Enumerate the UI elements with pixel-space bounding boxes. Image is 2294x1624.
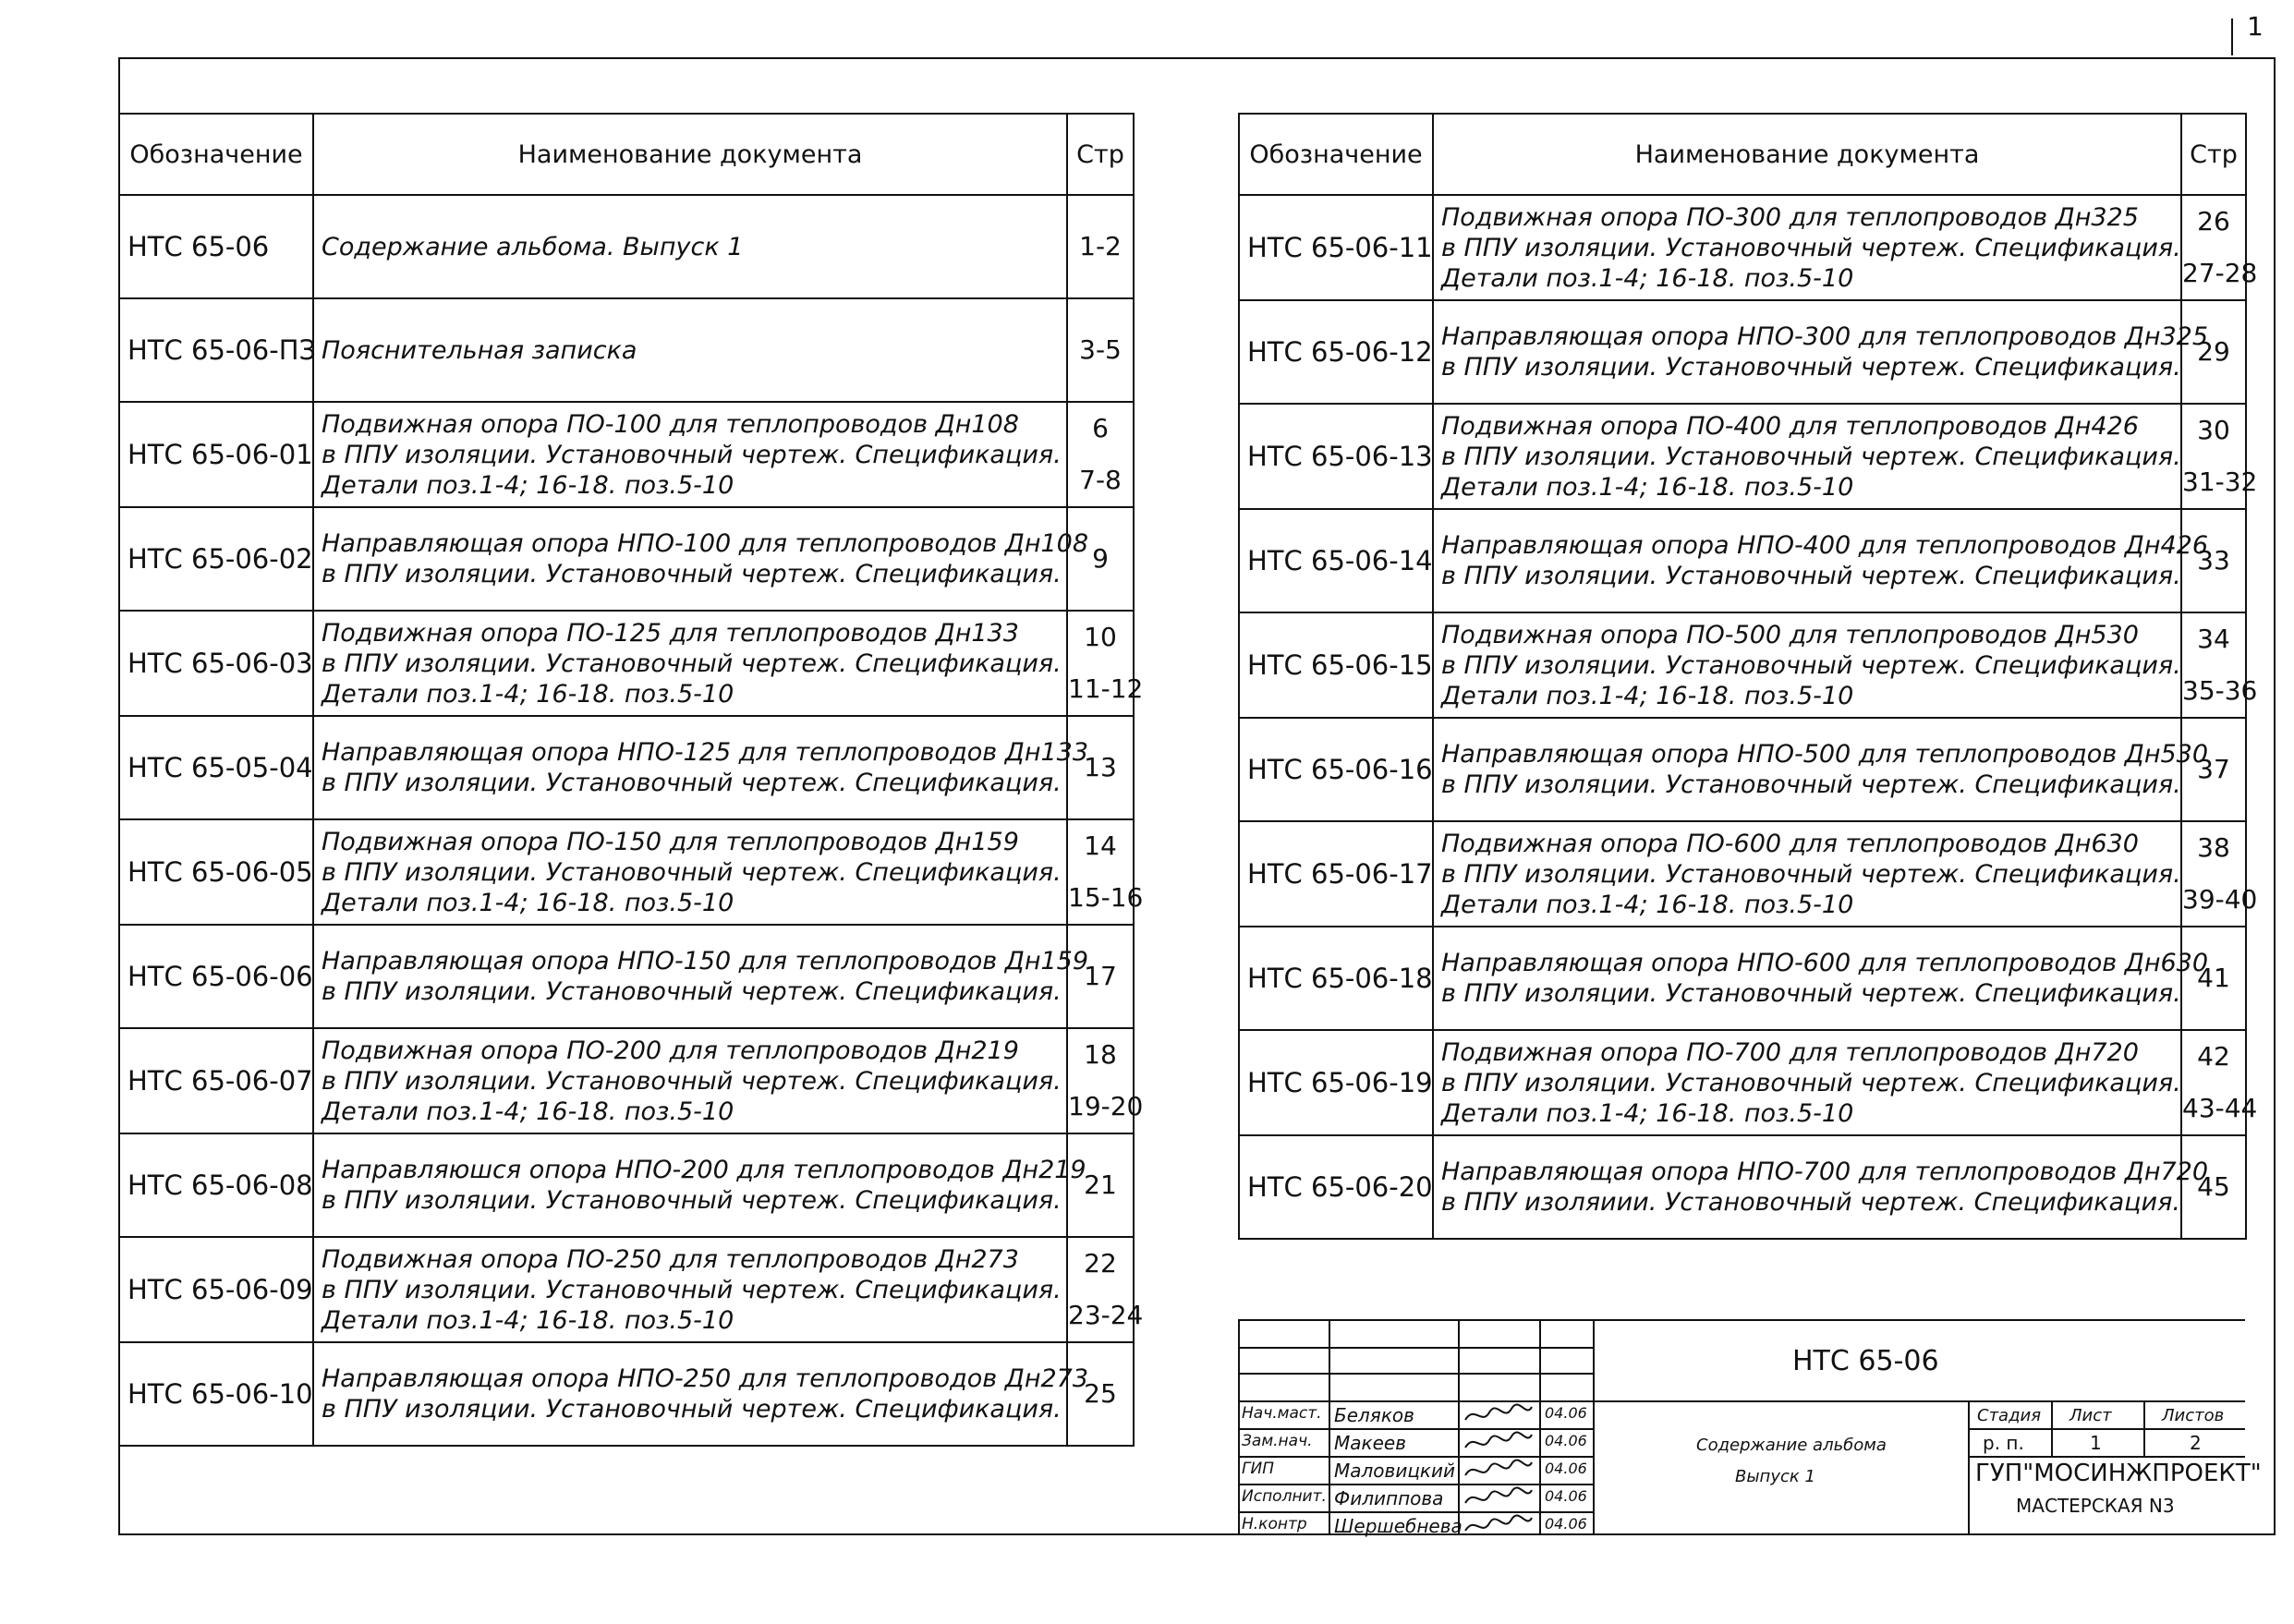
document-name-line: Направляющая опора НПО-500 для теплопроводов Дн530 bbox=[1441, 740, 2209, 769]
document-code: НТС 65-06-20 bbox=[1239, 1135, 1433, 1239]
document-name-line: Детали поз.1-4; 16-18. поз.5-10 bbox=[322, 888, 734, 917]
document-name-line: в ППУ изоляции. Установочный чертеж. Спецификация. bbox=[1441, 979, 2181, 1008]
document-name-line: Детали поз.1-4; 16-18. поз.5-10 bbox=[1441, 890, 1854, 919]
table-row bbox=[119, 1133, 1134, 1237]
page-range: 10 bbox=[1084, 622, 1117, 652]
table-row bbox=[119, 1028, 1134, 1133]
document-code: НТС 65-06-05 bbox=[119, 819, 313, 925]
document-name bbox=[1433, 509, 2209, 612]
signature-date: 04.06 bbox=[1545, 1460, 1587, 1477]
document-code: НТС 65-06-11 bbox=[1239, 195, 1433, 300]
document-pages bbox=[2181, 404, 2258, 509]
table-row bbox=[1239, 404, 2246, 509]
signature-name: Маловицкий bbox=[1334, 1460, 1456, 1482]
page-range: 38 bbox=[2197, 832, 2230, 863]
page-range: 35-36 bbox=[2182, 675, 2258, 706]
header-name: Наименование документа bbox=[313, 114, 1067, 195]
document-name-line: Направляюшся опора НПО-200 для теплопроводов Дн219 bbox=[322, 1156, 1086, 1184]
signature-date: 04.06 bbox=[1545, 1404, 1587, 1422]
document-name-line: Детали поз.1-4; 16-18. поз.5-10 bbox=[322, 1097, 734, 1126]
document-name bbox=[1433, 927, 2209, 1030]
document-code: НТС 65-06-09 bbox=[119, 1237, 313, 1342]
document-name-line: в ППУ изоляиии. Установочный чертеж. Спецификация. bbox=[1441, 1188, 2180, 1217]
document-name-line: в ППУ изоляции. Установочный чертеж. Спецификация. bbox=[322, 1395, 1062, 1424]
signature-name: Беляков bbox=[1334, 1404, 1414, 1426]
document-code: НТС 65-06-15 bbox=[1239, 612, 1433, 718]
document-name-line: в ППУ изоляции. Установочный чертеж. Спецификация. bbox=[322, 648, 1062, 678]
document-name bbox=[313, 298, 1067, 402]
document-code: НТС 65-06 bbox=[119, 195, 313, 298]
sheet-title-line-2: Выпуск 1 bbox=[1735, 1467, 1815, 1486]
page-range: 14 bbox=[1084, 830, 1117, 861]
sheet-label: Лист bbox=[2069, 1406, 2112, 1425]
page-range: 11-12 bbox=[1068, 673, 1144, 704]
page-range: 29 bbox=[2197, 336, 2230, 367]
handwritten-signature bbox=[1462, 1485, 1535, 1510]
document-name-line: Направляющая опора НПО-600 для теплопроводов Дн630 bbox=[1441, 949, 2209, 977]
document-code: НТС 65-06-14 bbox=[1239, 509, 1433, 612]
table-row bbox=[119, 402, 1134, 507]
table-row bbox=[1239, 821, 2246, 927]
document-name-line: в ППУ изоляции. Установочный чертеж. Спецификация. bbox=[1441, 233, 2181, 262]
document-name-line: Подвижная опора ПО-125 для теплопроводов Дн133 bbox=[322, 618, 1019, 648]
document-name bbox=[313, 819, 1067, 925]
signature-role: Н.контр bbox=[1242, 1515, 1307, 1533]
document-name-line: Подвижная опора ПО-500 для теплопроводов Дн530 bbox=[1441, 620, 2139, 649]
document-name bbox=[1433, 195, 2181, 300]
table-row bbox=[119, 819, 1134, 925]
page-range: 1-2 bbox=[1079, 231, 1122, 261]
document-name-line: Детали поз.1-4; 16-18. поз.5-10 bbox=[1441, 1098, 1854, 1128]
document-name-line: в ППУ изоляции. Установочный чертеж. Спецификация. bbox=[322, 1186, 1062, 1215]
document-name-line: Подвижная опора ПО-600 для теплопроводов Дн630 bbox=[1441, 829, 2139, 858]
corner-divider bbox=[2231, 18, 2233, 55]
document-name-line: Направляющая опора НПО-150 для теплопроводов Дн159 bbox=[322, 947, 1089, 976]
document-name-line: Детали поз.1-4; 16-18. поз.5-10 bbox=[1441, 472, 1854, 502]
page-range: 22 bbox=[1084, 1248, 1117, 1279]
document-code: НТС 65-06-17 bbox=[1239, 821, 1433, 927]
document-code: НТС 65-06-16 bbox=[1239, 718, 1433, 821]
page-range: 18 bbox=[1084, 1039, 1117, 1070]
document-code: НТС 65-05-04 bbox=[119, 716, 313, 819]
document-name-line: Направляющая опора НПО-300 для теплопроводов Дн325 bbox=[1441, 322, 2209, 351]
document-pages bbox=[1067, 1237, 1144, 1342]
document-name-line: в ППУ изоляции. Установочный чертеж. Спецификация. bbox=[322, 977, 1062, 1006]
header-code: Обозначение bbox=[119, 114, 313, 195]
header-name: Наименование документа bbox=[1433, 114, 2181, 195]
signature-role: ГИП bbox=[1242, 1460, 1274, 1478]
document-name-line: Детали поз.1-4; 16-18. поз.5-10 bbox=[322, 1305, 734, 1335]
document-pages bbox=[1067, 925, 1134, 1028]
document-code: НТС 65-06-03 bbox=[119, 611, 313, 716]
document-pages bbox=[1067, 1133, 1134, 1237]
document-name bbox=[1433, 1135, 2209, 1239]
contents-table-right bbox=[1238, 113, 2258, 1240]
sheet-title-line-1: Содержание альбома bbox=[1696, 1436, 1887, 1455]
stage-value: р. п. bbox=[1983, 1432, 2024, 1454]
signature-date: 04.06 bbox=[1545, 1515, 1587, 1533]
signature-role: Зам.нач. bbox=[1242, 1432, 1313, 1450]
page-range: 41 bbox=[2197, 963, 2230, 993]
document-name-line: Пояснительная записка bbox=[322, 335, 637, 365]
page-range: 21 bbox=[1084, 1170, 1117, 1200]
document-code: НТС 65-06-06 bbox=[119, 925, 313, 1028]
page-range: 23-24 bbox=[1068, 1300, 1144, 1330]
page-range: 37 bbox=[2197, 754, 2230, 784]
title-block bbox=[1238, 1319, 2262, 1537]
page-range: 6 bbox=[1092, 413, 1109, 443]
document-pages bbox=[1067, 507, 1134, 611]
page-range: 33 bbox=[2197, 545, 2230, 576]
document-name-line: Детали поз.1-4; 16-18. поз.5-10 bbox=[1441, 263, 1854, 293]
page-range: 42 bbox=[2197, 1041, 2230, 1072]
document-name-line: Направляющая опора НПО-250 для теплопроводов Дн273 bbox=[322, 1364, 1089, 1393]
document-name-line: Подвижная опора ПО-300 для теплопроводов Дн325 bbox=[1441, 202, 2139, 232]
document-name bbox=[1433, 1030, 2181, 1135]
document-pages bbox=[1067, 1028, 1144, 1133]
document-pages bbox=[1067, 819, 1144, 925]
sheets-value: 2 bbox=[2190, 1432, 2202, 1454]
table-row bbox=[1239, 1135, 2246, 1239]
document-pages bbox=[1067, 716, 1134, 819]
handwritten-signature bbox=[1462, 1457, 1535, 1483]
signature-name: Шершебнева bbox=[1334, 1515, 1463, 1537]
page-range: 19-20 bbox=[1068, 1091, 1144, 1121]
signature-role: Нач.маст. bbox=[1242, 1404, 1322, 1423]
table-row bbox=[119, 507, 1134, 611]
document-name-line: Детали поз.1-4; 16-18. поз.5-10 bbox=[322, 470, 734, 500]
document-name-line: Направляющая опора НПО-125 для теплопроводов Дн133 bbox=[322, 738, 1089, 767]
page-range: 9 bbox=[1092, 543, 1109, 574]
document-name-line: в ППУ изоляции. Установочный чертеж. Спецификация. bbox=[322, 560, 1062, 588]
document-name bbox=[313, 507, 1089, 611]
signature-name: Макеев bbox=[1334, 1432, 1406, 1454]
document-name-line: Детали поз.1-4; 16-18. поз.5-10 bbox=[322, 679, 734, 709]
table-row bbox=[1239, 195, 2246, 300]
document-code: НТС 65-06-12 bbox=[1239, 300, 1433, 404]
document-name-line: Подвижная опора ПО-400 для теплопроводов Дн426 bbox=[1441, 411, 2139, 441]
organization-unit: МАСТЕРСКАЯ N3 bbox=[2016, 1495, 2175, 1517]
document-name bbox=[313, 925, 1089, 1028]
page-range: 43-44 bbox=[2182, 1093, 2258, 1123]
document-pages bbox=[2181, 195, 2258, 300]
page-range: 39-40 bbox=[2182, 884, 2258, 915]
document-name-line: в ППУ изоляции. Установочный чертеж. Спецификация. bbox=[322, 857, 1062, 887]
document-name-line: Содержание альбома. Выпуск 1 bbox=[322, 232, 744, 261]
document-pages bbox=[2181, 509, 2246, 612]
document-pages bbox=[2181, 300, 2246, 404]
document-code: НТС 65-06-02 bbox=[119, 507, 313, 611]
document-name bbox=[313, 716, 1089, 819]
table-row bbox=[119, 298, 1134, 402]
stage-label: Стадия bbox=[1977, 1406, 2042, 1425]
handwritten-signature bbox=[1462, 1401, 1535, 1427]
document-pages bbox=[2181, 927, 2246, 1030]
document-name-line: в ППУ изоляции. Установочный чертеж. Спецификация. bbox=[1441, 442, 2181, 471]
document-name bbox=[313, 402, 1067, 507]
table-row bbox=[1239, 927, 2246, 1030]
signature-date: 04.06 bbox=[1545, 1432, 1587, 1449]
document-code: НТС 65-06-01 bbox=[119, 402, 313, 507]
page-range: 26 bbox=[2197, 206, 2230, 236]
contents-table-left bbox=[118, 113, 1144, 1447]
table-row bbox=[1239, 300, 2246, 404]
document-pages bbox=[1067, 611, 1144, 716]
table-row bbox=[119, 195, 1134, 298]
document-pages bbox=[1067, 195, 1134, 298]
organization-name: ГУП"МОСИНЖПРОЕКТ" bbox=[1975, 1460, 2262, 1487]
signature-role: Исполнит. bbox=[1242, 1487, 1327, 1506]
page-range: 30 bbox=[2197, 415, 2230, 445]
document-name-line: Направляющая опора НПО-100 для теплопроводов Дн108 bbox=[322, 529, 1089, 558]
header-page: Стр bbox=[1067, 114, 1134, 195]
document-name bbox=[313, 1237, 1067, 1342]
document-code: НТС 65-06-10 bbox=[119, 1342, 313, 1446]
header-page: Стр bbox=[2181, 114, 2246, 195]
table-row bbox=[119, 1342, 1134, 1446]
document-pages bbox=[2181, 612, 2258, 718]
table-row bbox=[1239, 1030, 2246, 1135]
document-code: НТС 65-06-18 bbox=[1239, 927, 1433, 1030]
page-range: 15-16 bbox=[1068, 882, 1144, 913]
document-pages bbox=[2181, 1030, 2258, 1135]
signature-date: 04.06 bbox=[1545, 1487, 1587, 1505]
document-pages bbox=[2181, 821, 2258, 927]
document-pages bbox=[2181, 1135, 2246, 1239]
document-code: НТС 65-06-19 bbox=[1239, 1030, 1433, 1135]
document-pages bbox=[1067, 1342, 1134, 1446]
header-code: Обозначение bbox=[1239, 114, 1433, 195]
document-name bbox=[313, 1028, 1067, 1133]
table-row bbox=[119, 611, 1134, 716]
table-row bbox=[1239, 718, 2246, 821]
document-name-line: Детали поз.1-4; 16-18. поз.5-10 bbox=[1441, 681, 1854, 710]
table-row bbox=[119, 925, 1134, 1028]
document-pages bbox=[1067, 402, 1134, 507]
document-name-line: Подвижная опора ПО-150 для теплопроводов Дн159 bbox=[322, 827, 1019, 856]
document-pages bbox=[2181, 718, 2246, 821]
document-name bbox=[1433, 612, 2181, 718]
document-code: НТС 65-06-13 bbox=[1239, 404, 1433, 509]
document-name-line: в ППУ изоляции. Установочный чертеж. Спецификация. bbox=[1441, 859, 2181, 889]
document-name-line: Направляющая опора НПО-700 для теплопроводов Дн720 bbox=[1441, 1157, 2209, 1186]
document-name-line: Подвижная опора ПО-200 для теплопроводов Дн219 bbox=[322, 1036, 1019, 1065]
document-name-line: в ППУ изоляции. Установочный чертеж. Спецификация. bbox=[322, 769, 1062, 797]
document-code: НТС 65-06-07 bbox=[119, 1028, 313, 1133]
document-name-line: в ППУ изоляции. Установочный чертеж. Спецификация. bbox=[1441, 1068, 2181, 1097]
handwritten-signature bbox=[1462, 1429, 1535, 1455]
sheet-corner-number: 1 bbox=[2247, 11, 2264, 42]
page-range: 34 bbox=[2197, 624, 2230, 654]
document-name-line: в ППУ изоляции. Установочный чертеж. Спецификация. bbox=[322, 1275, 1062, 1304]
document-name bbox=[1433, 718, 2209, 821]
document-name-line: в ППУ изоляции. Установочный чертеж. Спецификация. bbox=[1441, 562, 2181, 590]
document-name-line: Подвижная опора ПО-250 для теплопроводов Дн273 bbox=[322, 1244, 1019, 1274]
page-range: 7-8 bbox=[1079, 465, 1122, 495]
table-row bbox=[119, 716, 1134, 819]
table-row bbox=[1239, 612, 2246, 718]
document-name-line: в ППУ изоляции. Установочный чертеж. Спецификация. bbox=[1441, 353, 2181, 382]
table-row bbox=[119, 1237, 1134, 1342]
document-name bbox=[313, 195, 1067, 298]
handwritten-signature bbox=[1462, 1512, 1535, 1538]
document-name-line: в ППУ изоляции. Установочный чертеж. Спецификация. bbox=[1441, 650, 2181, 680]
document-pages bbox=[1067, 298, 1134, 402]
document-name bbox=[313, 611, 1067, 716]
table-row bbox=[1239, 509, 2246, 612]
sheets-label: Листов bbox=[2162, 1406, 2225, 1425]
document-name bbox=[1433, 404, 2181, 509]
document-name bbox=[1433, 300, 2209, 404]
document-code: НТС 65-06-ПЗ bbox=[119, 298, 313, 402]
document-name-line: Подвижная опора ПО-100 для теплопроводов Дн108 bbox=[322, 409, 1019, 439]
page-range: 13 bbox=[1084, 752, 1117, 782]
page-range: 31-32 bbox=[2182, 467, 2258, 497]
page-range: 27-28 bbox=[2182, 258, 2258, 288]
page-range: 25 bbox=[1084, 1378, 1117, 1409]
document-name-line: в ППУ изоляции. Установочный чертеж. Спецификация. bbox=[322, 440, 1062, 469]
page-range: 3-5 bbox=[1079, 334, 1122, 365]
document-name-line: в ППУ изоляции. Установочный чертеж. Спецификация. bbox=[1441, 770, 2181, 799]
designation: НТС 65-06 bbox=[1792, 1345, 1939, 1377]
sheet-value: 1 bbox=[2090, 1432, 2102, 1454]
page-range: 17 bbox=[1084, 961, 1117, 991]
document-name-line: Направляющая опора НПО-400 для теплопроводов Дн426 bbox=[1441, 531, 2209, 560]
document-name-line: в ППУ изоляции. Установочный чертеж. Спецификация. bbox=[322, 1066, 1062, 1096]
document-name bbox=[1433, 821, 2181, 927]
document-name bbox=[313, 1342, 1089, 1446]
page-range: 45 bbox=[2197, 1171, 2230, 1202]
document-name-line: Подвижная опора ПО-700 для теплопроводов Дн720 bbox=[1441, 1037, 2139, 1067]
signature-name: Филиппова bbox=[1334, 1487, 1444, 1509]
document-code: НТС 65-06-08 bbox=[119, 1133, 313, 1237]
document-name bbox=[313, 1133, 1086, 1237]
